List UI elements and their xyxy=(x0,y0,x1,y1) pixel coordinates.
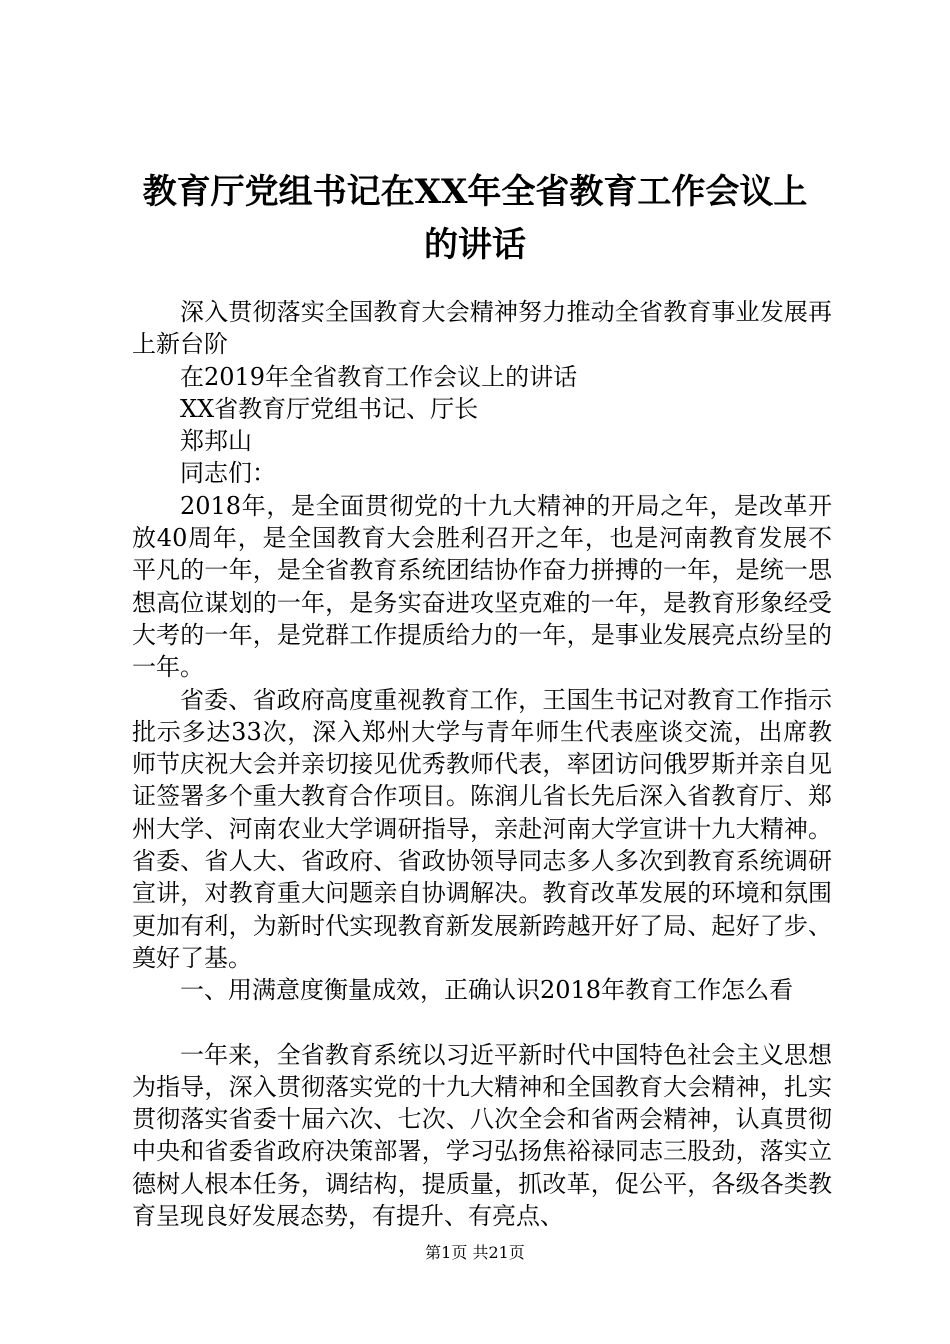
subtitle-paragraph: 深入贯彻落实全国教育大会精神努力推动全省教育事业发展再上新台阶 xyxy=(132,298,832,359)
document-title-line-1: 教育厅党组书记在XX年全省教育工作会议上 xyxy=(142,172,808,212)
section-heading: 一、用满意度衡量成效，正确认识2018年教育工作怎么看 xyxy=(180,976,794,1005)
body-paragraph: 省委、省政府高度重视教育工作，王国生书记对教育工作指示批示多达33次，深入郑州大学与青年师生代表座谈交流，出席教师节庆祝大会并亲切接见优秀教师代表，率团访问俄罗斯并亲自见证签署多个重大教育合作项目。陈润儿省长先后深入省教育厅、郑州大学、河南农业大学调研指导，亲赴河南大学宣讲十九大精神。省委、省人大、省政府、省政协领导同志多人多次到教育系统调研宣讲，对教育重大问题亲自协调解决。教育改革发展的环境和氛围更加有利，为新时代实现教育新发展新跨越开好了局、起好了步、奠好了基。 xyxy=(132,685,832,972)
document-title-line-2: 的讲话 xyxy=(424,225,526,265)
document-body xyxy=(132,296,832,1232)
page-number-footer: 第1页 共21页 xyxy=(425,1243,525,1262)
body-paragraph: 一年来，全省教育系统以习近平新时代中国特色社会主义思想为指导，深入贯彻落实党的十九大精神和全国教育大会精神，扎实贯彻落实省委十届六次、七次、八次全会和省两会精神，认真贯彻中央和省委省政府决策部署，学习弘扬焦裕禄同志三股劲，落实立德树人根本任务，调结构，提质量，抓改革，促公平，各级各类教育呈现良好发展态势，有提升、有亮点、 xyxy=(132,1040,832,1231)
speech-occasion: 在2019年全省教育工作会议上的讲话 xyxy=(180,362,578,391)
salutation: 同志们： xyxy=(180,459,276,488)
speaker-name: 郑邦山 xyxy=(180,427,252,456)
speaker-position: XX省教育厅党组书记、厅长 xyxy=(180,394,479,423)
body-paragraph: 2018年，是全面贯彻党的十九大精神的开局之年，是改革开放40周年，是全国教育大会胜利召开之年，也是河南教育发展不平凡的一年，是全省教育系统团结协作奋力拼搏的一年，是统一思想高位谋划的一年，是务实奋进攻坚克难的一年，是教育形象经受大考的一年，是党群工作提质给力的一年，是事业发展亮点纷呈的一年。 xyxy=(132,491,832,682)
